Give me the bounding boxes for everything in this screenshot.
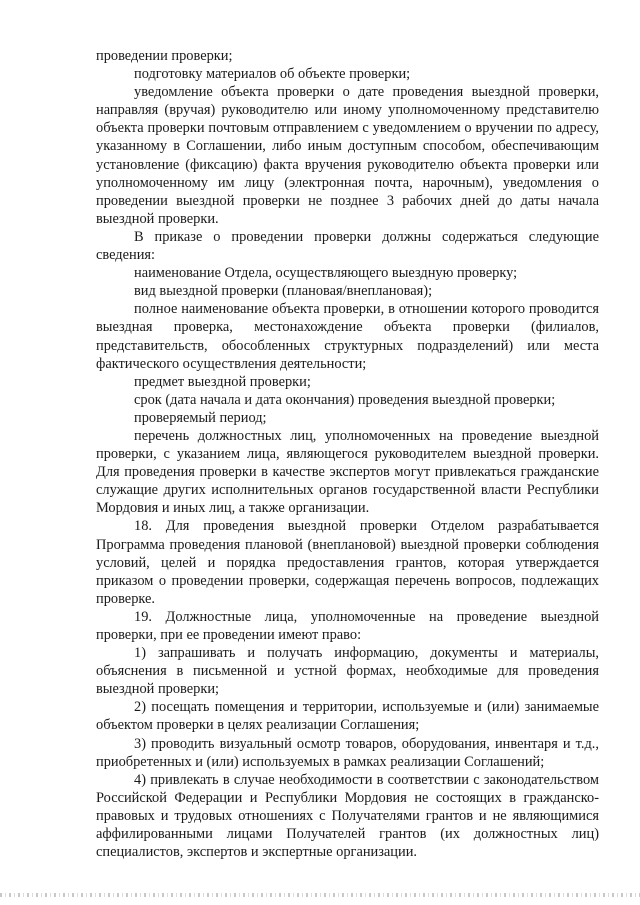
list-item: проверяемый период; [134, 409, 267, 426]
paragraph-clause-19: 19. Должностные лица, уполномоченные на проведение выездной проверки, при ее проведении имеют право: [96, 608, 599, 643]
list-item: наименование Отдела, осуществляющего выездную проверку; [134, 265, 518, 282]
list-item: 4) привлекать в случае необходимости в соответствии с законодательством Российской Федерации и Республики Мордовия не состоящих в гражданско-правовых и трудовых отношениях с Получателями грантов и не являющимися аффилированными лицами Получателей грантов (их должностных лиц) специалистов, экспертов и экспертные организации. [96, 771, 599, 861]
paragraph-clause-18: 18. Для проведения выездной проверки Отделом разрабатывается Программа проведения плановой (внеплановой) выездной проверки соблюдения условий, целей и порядка предоставления грантов, которая утверждается приказом о проведении проверки, содержащая перечень вопросов, подлежащих проверке. [96, 518, 599, 607]
list-item: полное наименование объекта проверки, в отношении которого проводится выездная проверка, местонахождение объекта проверки (филиалов, представительств, обособленных структурных подразделений) или места фактического осуществления деятельности; [96, 301, 599, 372]
list-item: перечень должностных лиц, уполномоченных на проведение выездной проверки, с указанием лица, являющегося руководителем выездной проверки. Для проведения проверки в качестве экспертов могут привлекаться гражданские служащие других исполнительных органов государственной власти Республики Мордовия и иных лиц, а также организации. [96, 427, 599, 517]
paragraph: подготовку материалов об объекте проверки; [134, 66, 411, 83]
list-item: срок (дата начала и дата окончания) проведения выездной проверки; [134, 391, 556, 408]
list-item: 2) посещать помещения и территории, используемые и (или) занимаемые объектом проверки в целях реализации Соглашения; [96, 699, 599, 734]
paragraph: уведомление объекта проверки о дате проведения выездной проверки, направляя (вручая) руководителю или иному уполномоченному представителю объекта проверки почтовым отправлением с уведомлением о вручении по адресу, указанному в Соглашении, либо иным доступным способом, обеспечивающим установление (фиксацию) факта вручения руководителю объекта проверки или уполномоченному им лицу (электронная почта, нарочным), уведомления о проведении выездной проверки не позднее 3 рабочих дней до даты начала выездной проверки. [96, 84, 599, 227]
paragraph: проведении проверки; [96, 48, 233, 64]
paragraph: В приказе о проведении проверки должны содержаться следующие сведения: [96, 228, 599, 264]
list-item: вид выездной проверки (плановая/внеплановая); [134, 283, 433, 300]
document-body [96, 47, 599, 861]
list-item: предмет выездной проверки; [134, 373, 311, 390]
scan-edge-divider [0, 893, 640, 897]
list-item: 1) запрашивать и получать информацию, документы и материалы, объяснения в письменной и устной формах, необходимые для проведения выездной проверки; [96, 645, 599, 698]
list-item: 3) проводить визуальный осмотр товаров, оборудования, инвентаря и т.д., приобретенных и (или) используемых в рамках реализации Соглашений; [96, 735, 599, 770]
